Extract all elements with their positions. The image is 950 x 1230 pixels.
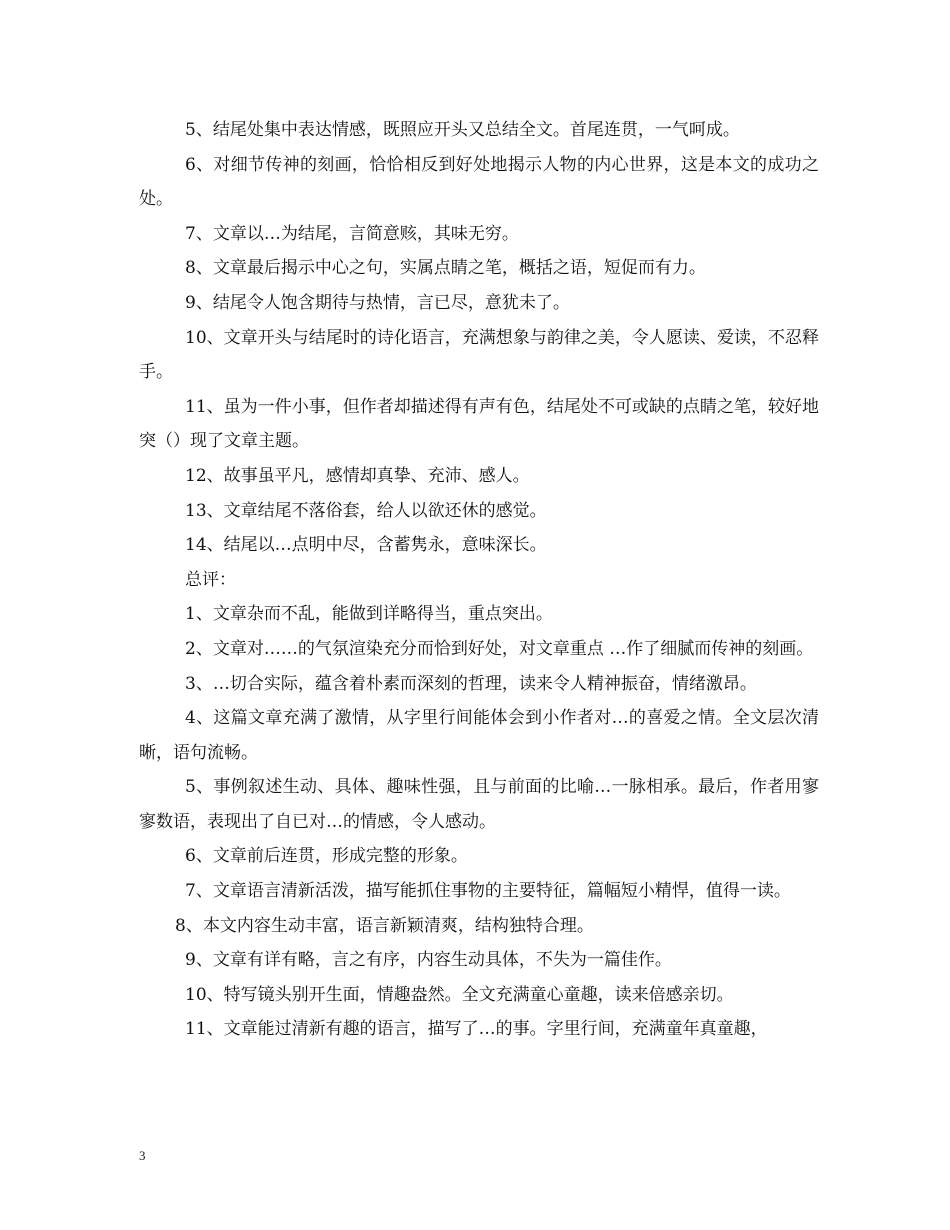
paragraph: 3、…切合实际，蕴含着朴素而深刻的哲理，读来令人精神振奋，情绪激昂。 [185,673,757,694]
paragraph: 9、结尾令人饱含期待与热情，言已尽，意犹未了。 [185,292,570,313]
paragraph: 8、本文内容生动丰富，语言新颖清爽，结构独特合理。 [175,915,594,936]
paragraph: 6、对细节传神的刻画，恰恰相反到好处地揭示人物的内心世界，这是本文的成功之处。 [139,154,819,210]
paragraph: 11、文章能过清新有趣的语言，描写了…的事。字里行间，充满童年真童趣， [185,1019,768,1040]
paragraph: 4、这篇文章充满了激情，从字里行间能体会到小作者对…的喜爱之情。全文层次清晰，语句流畅。 [139,708,819,763]
paragraph: 14、结尾以…点明中尽，含蓄隽永，意味深长。 [185,535,547,556]
paragraph: 10、特写镜头别开生面，情趣盎然。全文充满童心童趣，读来倍感亲切。 [185,984,734,1005]
paragraph: 13、文章结尾不落俗套，给人以欲还休的感觉。 [185,500,547,521]
paragraph: 5、事例叙述生动、具体、趣味性强，且与前面的比喻…一脉相承。最后，作者用寥寥数语，表现出了自已对…的情感，令人感动。 [139,777,819,832]
paragraph: 7、文章语言清新活泼，描写能抓住事物的主要特征，篇幅短小精悍，值得一读。 [185,881,791,902]
paragraph: 8、文章最后揭示中心之句，实属点睛之笔，概括之语，短促而有力。 [185,258,706,279]
paragraph: 1、文章杂而不乱，能做到详略得当，重点突出。 [185,604,553,625]
document-body [139,113,819,1047]
section-heading-summary: 总评： [185,569,236,590]
paragraph: 7、文章以…为结尾，言简意赅，其味无穷。 [185,223,519,244]
paragraph: 5、结尾处集中表达情感，既照应开头又总结全文。首尾连贯，一气呵成。 [185,120,740,140]
paragraph: 2、文章对……的气氛渲染充分而恰到好处，对文章重点 …作了细腻而传神的刻画。 [185,638,814,659]
paragraph: 9、文章有详有略，言之有序，内容生动具体，不失为一篇佳作。 [185,950,672,971]
paragraph: 6、文章前后连贯，形成完整的形象。 [185,846,468,867]
paragraph: 11、虽为一件小事，但作者却描述得有声有色，结尾处不可或缺的点睛之笔，较好地突（）现了文章主题。 [139,396,819,452]
page-number: 3 [139,1148,146,1163]
paragraph: 12、故事虽平凡，感情却真挚、充沛、感人。 [185,465,530,486]
paragraph: 10、文章开头与结尾时的诗化语言，充满想象与韵律之美，令人愿读、爱读，不忍释手。 [139,327,819,383]
